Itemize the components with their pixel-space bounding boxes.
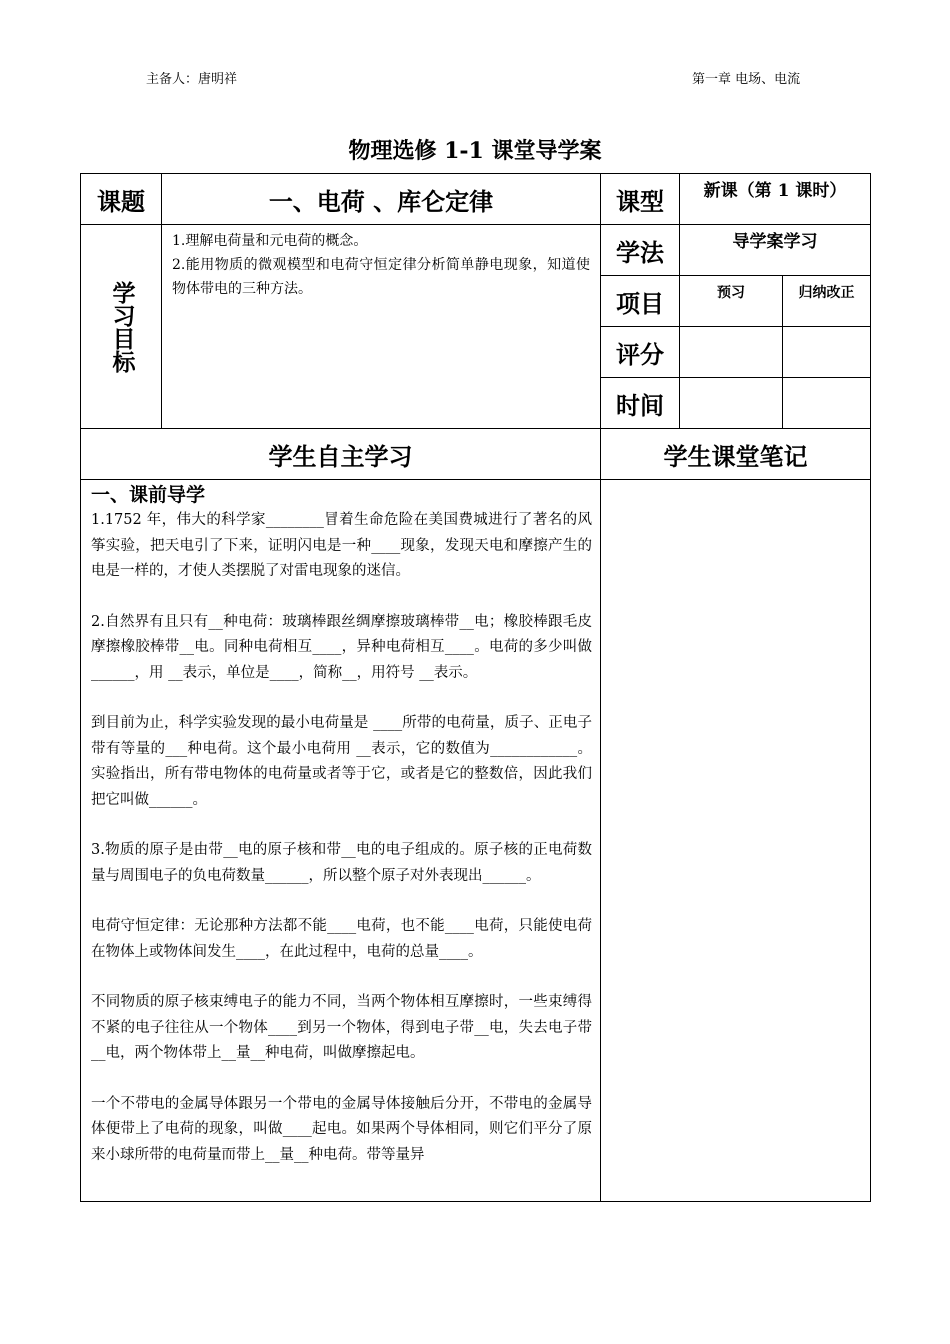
pre-class-paragraph: 1.1752 年，伟大的科学家________冒着生命危险在美国费城进行了著名的风筝实验，把天电引了下来，证明闪电是一种____现象，发现天电和摩擦产生的电是一样的，才使人类摆脱了对雷电现象的迷信。 xyxy=(91,512,592,579)
type-label: 课型 xyxy=(601,174,680,225)
method-label: 学法 xyxy=(601,225,680,276)
pre-class-paragraph: 电荷守恒定律：无论那种方法都不能____电荷，也不能____电荷，只能使电荷在物体上或物体间发生____，在此过程中，电荷的总量____。 xyxy=(91,918,592,960)
score-summary-cell xyxy=(783,327,871,378)
topic-value: 一、电荷 、库仑定律 xyxy=(162,174,601,225)
goal-item: 2.能用物质的微观模型和电荷守恒定律分析简单静电现象，知道使物体带电的三种方法。 xyxy=(172,257,590,297)
chapter-label: 第一章 电场、电流 xyxy=(692,72,801,87)
pre-class-paragraph: 2.自然界有且只有__种电荷：玻璃棒跟丝绸摩擦玻璃棒带__电；橡胶棒跟毛皮摩擦橡胶棒带__电。同种电荷相互____，异种电荷相互____。电荷的多少叫做______，用 __表示，单位是____，简称__，用符号 __表示。 xyxy=(91,613,592,681)
item-label: 项目 xyxy=(601,276,680,327)
score-label: 评分 xyxy=(601,327,680,378)
pre-class-paragraph: 到目前为止，科学实验发现的最小电荷量是 ____所带的电荷量，质子、正电子带有等量的___种电荷。这个最小电荷用 __表示，它的数值为____________。实验指出，所有带电物体的电荷量或者等于它，或者是它的整数倍，因此我们把它叫做______。 xyxy=(91,715,592,808)
pre-class-paragraph: 一个不带电的金属导体跟另一个带电的金属导体接触后分开，不带电的金属导体便带上了电荷的现象，叫做____起电。如果两个导体相同，则它们平分了原来小球所带的电荷量而带上__量__种电荷。带等量异 xyxy=(91,1095,592,1163)
pre-class-paragraph: 不同物质的原子核束缚电子的能力不同，当两个物体相互摩擦时，一些束缚得不紧的电子往往从一个物体____到另一个物体，得到电子带__电，失去电子带__电，两个物体带上__量__种电荷，叫做摩擦起电。 xyxy=(91,994,592,1061)
notes-cell[interactable] xyxy=(601,480,871,1202)
time-preview-cell xyxy=(680,378,783,429)
topic-label: 课题 xyxy=(81,174,162,225)
goals-cell xyxy=(162,225,601,429)
summary-column: 归纳改正 xyxy=(783,276,871,327)
time-label: 时间 xyxy=(601,378,680,429)
score-preview-cell xyxy=(680,327,783,378)
document-title: 物理选修 1-1 课堂导学案 xyxy=(348,138,602,164)
notes-header: 学生课堂笔记 xyxy=(601,429,871,480)
pre-class-paragraph: 3.物质的原子是由带__电的原子核和带__电的电子组成的。原子核的正电荷数量与周围电子的负电荷数量______，所以整个原子对外表现出______。 xyxy=(91,842,592,884)
type-value: 新课（第 1 课时） xyxy=(680,174,871,225)
goal-item: 1.理解电荷量和元电荷的概念。 xyxy=(172,233,368,249)
goals-label-cell xyxy=(81,225,162,429)
self-study-cell xyxy=(81,480,601,1202)
time-summary-cell xyxy=(783,378,871,429)
pre-class-heading: 一、课前导学 xyxy=(91,484,206,506)
preparer-label: 主备人：唐明祥 xyxy=(146,72,238,87)
goals-label: 学习目标 xyxy=(108,280,135,373)
method-value: 导学案学习 xyxy=(680,225,871,276)
self-study-header: 学生自主学习 xyxy=(81,429,601,480)
lesson-table xyxy=(80,173,871,1202)
preview-column: 预习 xyxy=(680,276,783,327)
